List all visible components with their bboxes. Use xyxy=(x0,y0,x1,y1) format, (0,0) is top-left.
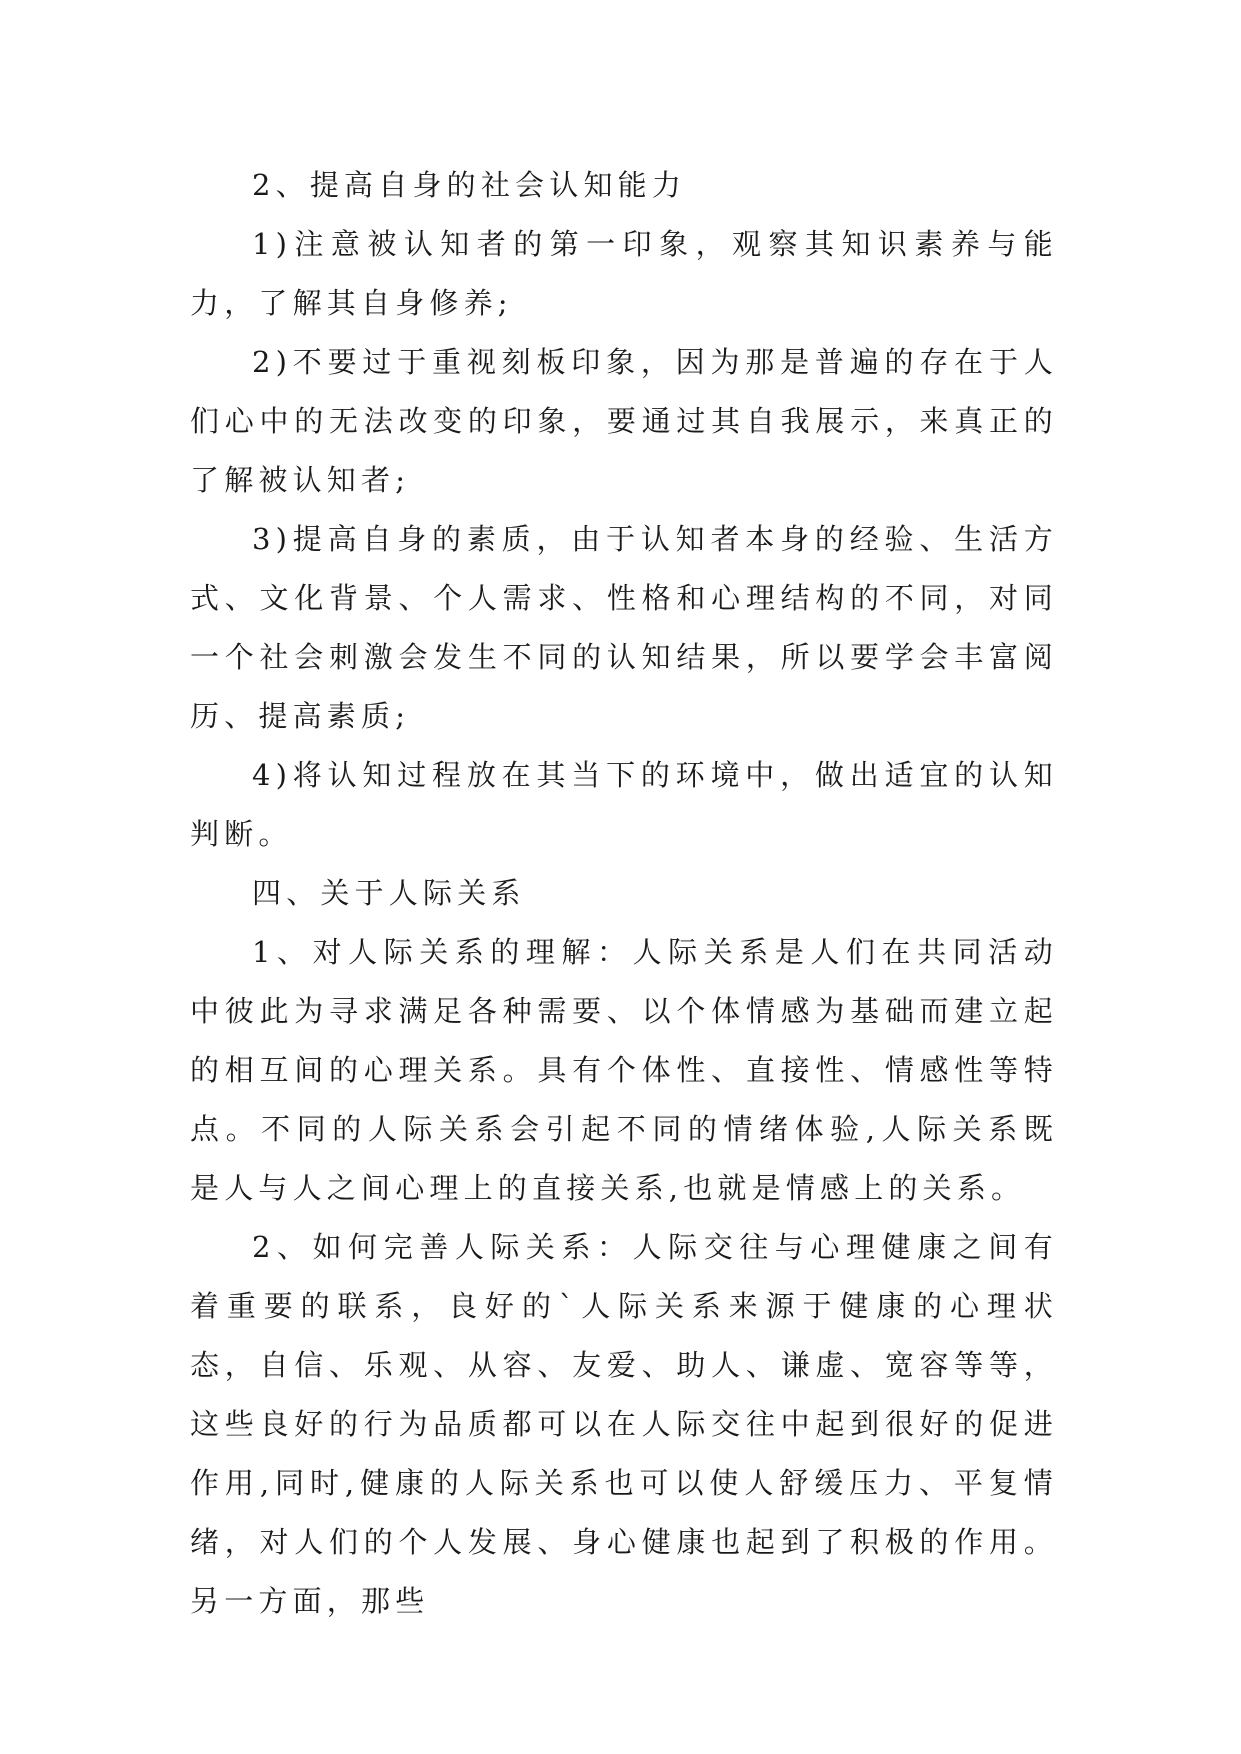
list-item-first-impression: 1)注意被认知者的第一印象，观察其知识素养与能力，了解其自身修养; xyxy=(190,227,1058,320)
list-item-stereotype: 2)不要过于重视刻板印象，因为那是普遍的存在于人们心中的无法改变的印象，要通过其自我展示，来真正的了解被认知者; xyxy=(190,345,1058,497)
paragraph-understanding: 1、对人际关系的理解：人际关系是人们在共同活动中彼此为寻求满足各种需要、以个体情感为基础而建立起的相互间的心理关系。具有个体性、直接性、情感性等特点。不同的人际关系会引起不同的情绪体验,人际关系既是人与人之间心理上的直接关系,也就是情感上的关系。 xyxy=(190,935,1058,1205)
list-item-environment: 4)将认知过程放在其当下的环境中，做出适宜的认知判断。 xyxy=(190,758,1058,851)
document-body xyxy=(190,156,1058,1631)
section-heading-interpersonal: 四、关于人际关系 xyxy=(252,876,526,910)
list-item-improve-quality: 3)提高自身的素质，由于认知者本身的经验、生活方式、文化背景、个人需求、性格和心理结构的不同，对同一个社会刺激会发生不同的认知结果，所以要学会丰富阅历、提高素质; xyxy=(190,522,1058,733)
paragraph-improving: 2、如何完善人际关系：人际交往与心理健康之间有着重要的联系，良好的`人际关系来源于健康的心理状态，自信、乐观、从容、友爱、助人、谦虚、宽容等等，这些良好的行为品质都可以在人际交往中起到很好的促进作用,同时,健康的人际关系也可以使人舒缓压力、平复情绪，对人们的个人发展、身心健康也起到了积极的作用。另一方面，那些 xyxy=(190,1230,1058,1618)
subheading-social-cognition: 2、提高自身的社会认知能力 xyxy=(252,168,687,202)
